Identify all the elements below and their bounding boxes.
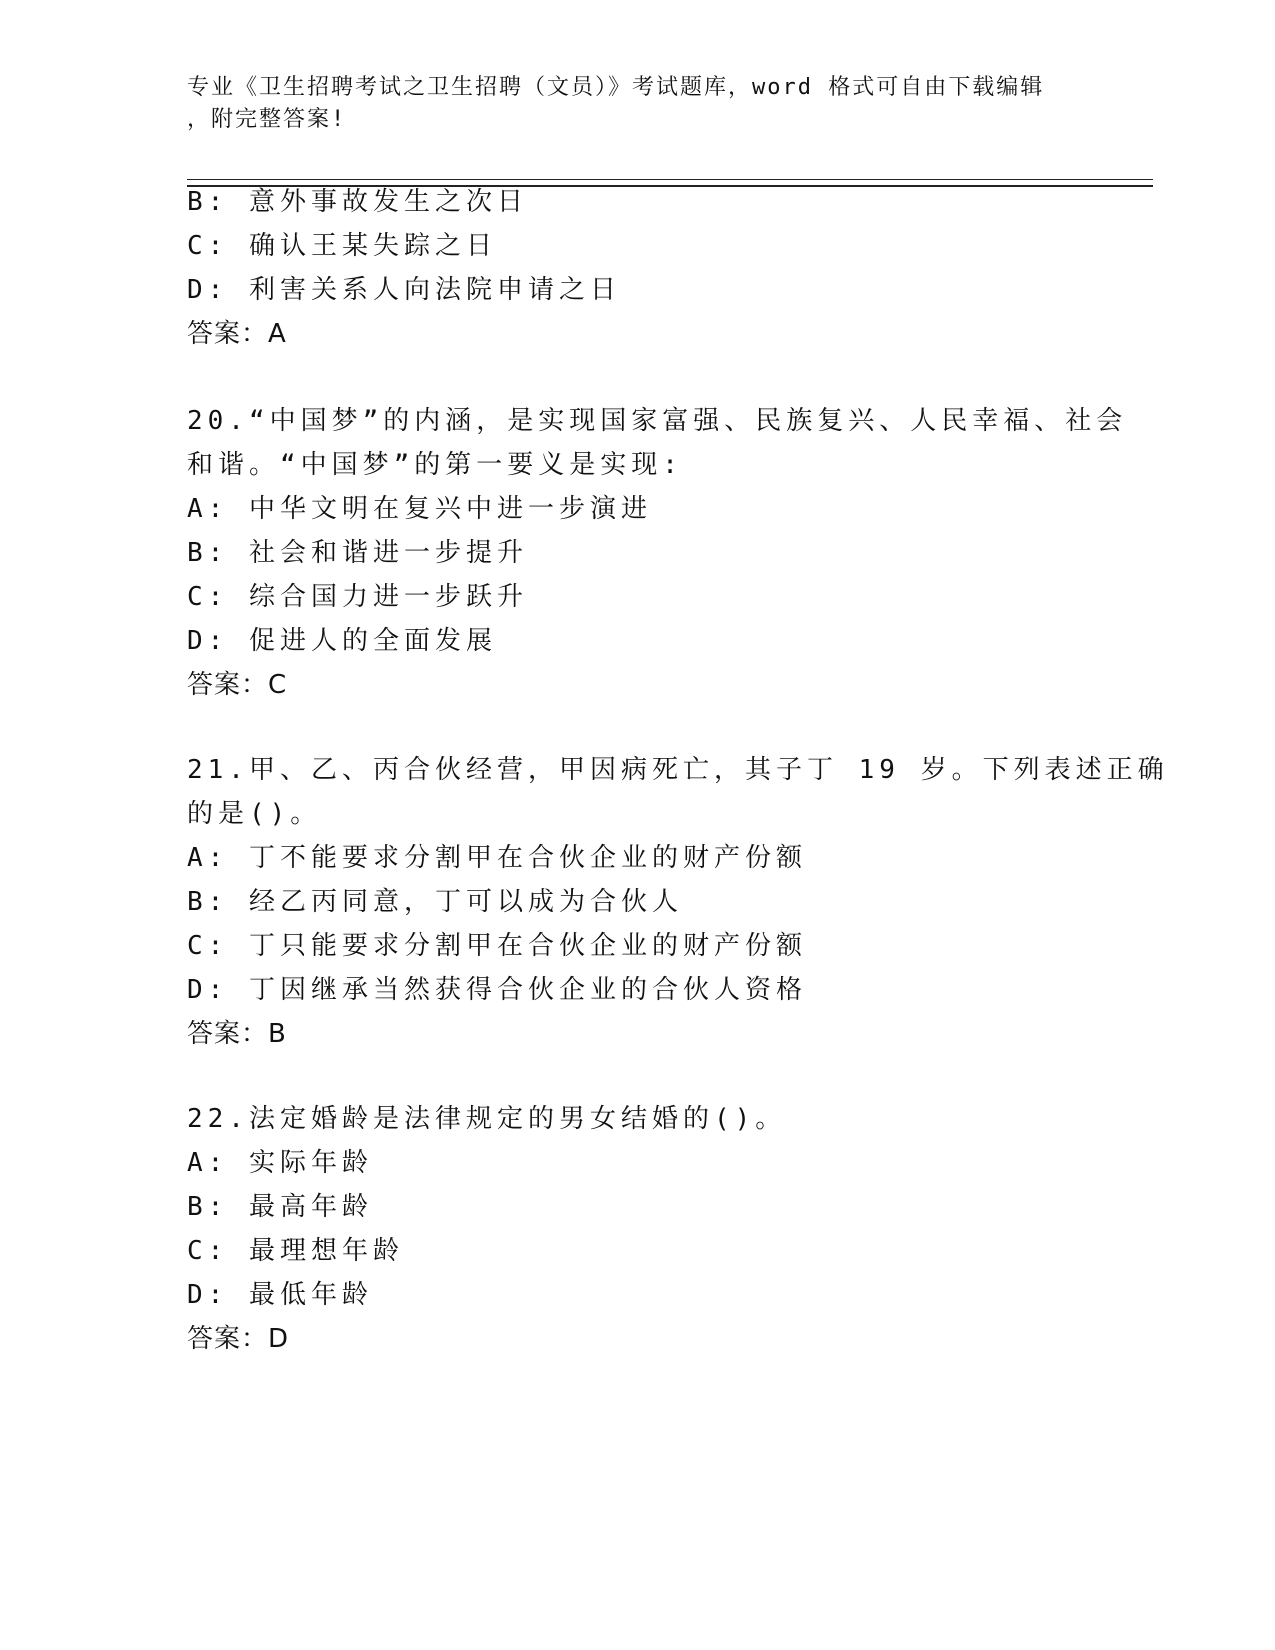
q19-option-b: B: 意外事故发生之次日	[187, 187, 528, 217]
q21-stem-line-2: 的是()。	[187, 799, 322, 829]
document-header	[187, 72, 1087, 136]
q22-stem-line-1: 22.法定婚龄是法律规定的男女结婚的()。	[187, 1104, 787, 1134]
q20-option-d: D: 促进人的全面发展	[187, 626, 497, 656]
header-title-line: 专业《卫生招聘考试之卫生招聘（文员）》考试题库，word 格式可自由下载编辑	[187, 75, 1045, 100]
q21-option-d: D: 丁因继承当然获得合伙企业的合伙人资格	[187, 975, 807, 1005]
q20-option-c: C: 综合国力进一步跃升	[187, 582, 528, 612]
q20-answer: 答案：C	[187, 670, 288, 700]
q20-option-b: B: 社会和谐进一步提升	[187, 538, 528, 568]
q20-option-a: A: 中华文明在复兴中进一步演进	[187, 494, 652, 524]
q21-answer: 答案：B	[187, 1019, 287, 1049]
header-title-continuation: ，附完整答案!	[187, 107, 347, 132]
q22-option-b: B: 最高年龄	[187, 1192, 373, 1222]
q22-answer: 答案：D	[187, 1324, 290, 1354]
q19-option-c: C: 确认王某失踪之日	[187, 231, 497, 261]
q22-option-c: C: 最理想年龄	[187, 1236, 404, 1266]
q20-stem-line-1: 20.“中国梦”的内涵，是实现国家富强、民族复兴、人民幸福、社会	[187, 406, 1128, 436]
q20-stem-line-2: 和谐。“中国梦”的第一要义是实现:	[187, 450, 683, 480]
q21-option-c: C: 丁只能要求分割甲在合伙企业的财产份额	[187, 931, 807, 961]
q21-option-a: A: 丁不能要求分割甲在合伙企业的财产份额	[187, 843, 807, 873]
q22-option-a: A: 实际年龄	[187, 1148, 373, 1178]
q19-option-d: D: 利害关系人向法院申请之日	[187, 275, 621, 305]
q21-option-b: B: 经乙丙同意，丁可以成为合伙人	[187, 887, 683, 917]
q22-option-d: D: 最低年龄	[187, 1280, 373, 1310]
q19-answer: 答案：A	[187, 319, 287, 349]
q21-stem-line-1: 21.甲、乙、丙合伙经营，甲因病死亡，其子丁 19 岁。下列表述正确	[187, 755, 1169, 785]
